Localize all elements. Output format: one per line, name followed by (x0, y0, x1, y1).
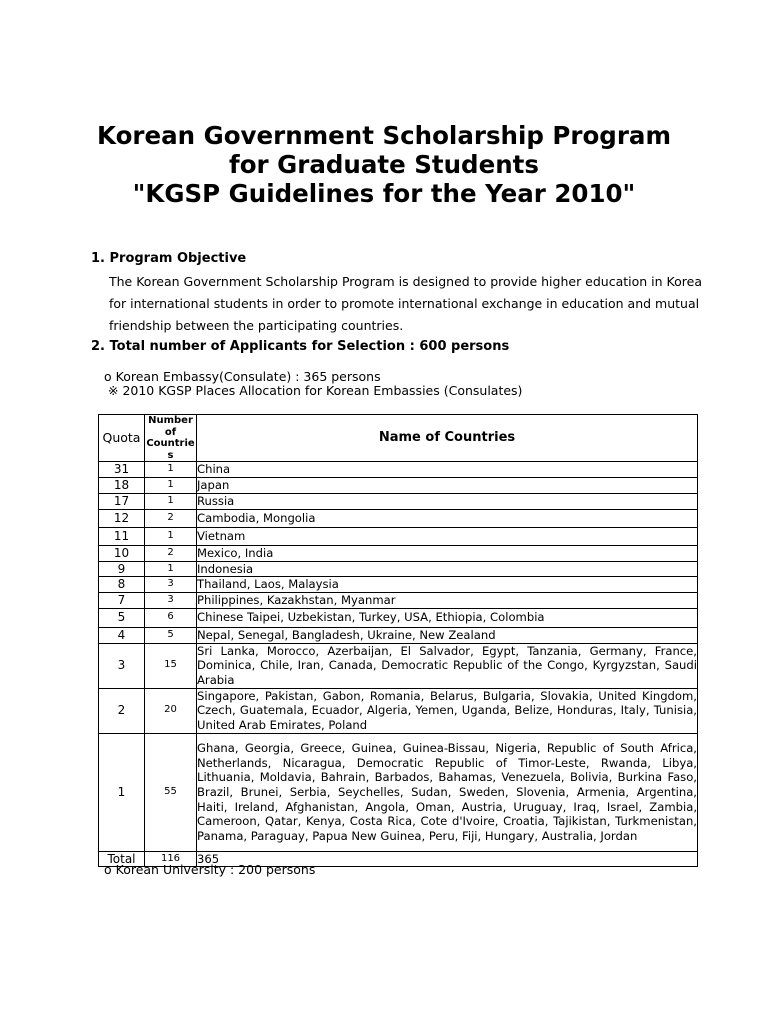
total-number-cell: 116 (145, 851, 197, 867)
countries-cell: Japan (197, 478, 698, 494)
countries-cell: Chinese Taipei, Uzbekistan, Turkey, USA, Ethiopia, Colombia (197, 608, 698, 627)
countries-cell: Russia (197, 493, 698, 509)
countries-cell: Indonesia (197, 561, 698, 577)
number-cell: 1 (145, 478, 197, 494)
table-row (99, 545, 698, 561)
table-row (99, 478, 698, 494)
number-cell: 3 (145, 593, 197, 609)
document-title (0, 121, 768, 208)
number-cell: 20 (145, 688, 197, 733)
number-cell: 1 (145, 462, 197, 478)
quota-cell: 1 (99, 733, 145, 851)
quota-cell: 8 (99, 577, 145, 593)
objective-line-1: The Korean Government Scholarship Program is designed to provide higher education in Korea (109, 274, 702, 289)
table-row (99, 643, 698, 688)
header-number-of-countries: Number of Countrie s (146, 415, 195, 461)
quota-cell: 4 (99, 627, 145, 643)
table-row (99, 462, 698, 478)
quota-cell: 9 (99, 561, 145, 577)
table-row (99, 733, 698, 851)
section-2-heading: 2. Total number of Applicants for Selection : 600 persons (91, 339, 510, 354)
number-cell: 1 (145, 561, 197, 577)
header-name-of-countries: Name of Countries (197, 415, 698, 462)
table-row (99, 527, 698, 545)
countries-cell: Vietnam (197, 527, 698, 545)
table-row (99, 627, 698, 643)
table-row (99, 608, 698, 627)
countries-cell: Mexico, India (197, 545, 698, 561)
countries-cell: Nepal, Senegal, Bangladesh, Ukraine, New Zealand (197, 627, 698, 643)
countries-cell: Ghana, Georgia, Greece, Guinea, Guinea-Bissau, Nigeria, Republic of South Africa, Netherlands, Nicaragua, Democratic Republic of Timor-Leste, Rwanda, Libya, Lithuania, Moldavia, Bahrain, Barbados, Bahamas, Venezuela, Bolivia, Burkina Faso, Brazil, Brunei, Serbia, Seychelles, Sudan, Sweden, Slovenia, Armenia, Argentina, Haiti, Ireland, Afghanistan, Angola, Oman, Austria, Uruguay, Iraq, Israel, Zambia, Cameroon, Qatar, Kenya, Costa Rica, Cote d'Ivoire, Croatia, Tajikistan, Turkmenistan, Panama, Paraguay, Papua New Guinea, Peru, Fiji, Hungary, Australia, Jordan (197, 733, 698, 851)
quota-cell: 5 (99, 608, 145, 627)
countries-cell: Cambodia, Mongolia (197, 509, 698, 527)
table-header-row (99, 415, 698, 462)
number-cell: 5 (145, 627, 197, 643)
quota-cell: 10 (99, 545, 145, 561)
title-line-2: for Graduate Students (229, 150, 539, 179)
number-cell: 2 (145, 545, 197, 561)
countries-cell: Singapore, Pakistan, Gabon, Romania, Belarus, Bulgaria, Slovakia, United Kingdom, Czech, Guatemala, Ecuador, Algeria, Yemen, Uganda, Belize, Honduras, Italy, Tunisia, United Arab Emirates, Poland (197, 688, 697, 733)
number-cell: 6 (145, 608, 197, 627)
table-row (99, 688, 698, 733)
allocation-table (98, 414, 698, 867)
number-cell: 2 (145, 509, 197, 527)
table-row (99, 593, 698, 609)
allocation-note: ※ 2010 KGSP Places Allocation for Korean Embassies (Consulates) (108, 383, 523, 398)
section-1-heading: 1. Program Objective (91, 251, 247, 266)
quota-cell: 12 (99, 509, 145, 527)
countries-cell: Sri Lanka, Morocco, Azerbaijan, El Salvador, Egypt, Tanzania, Germany, France, Dominica, Chile, Iran, Canada, Democratic Republic of the Congo, Kyrgyzstan, Saudi Arabia (197, 643, 697, 688)
objective-line-2: for international students in order to promote international exchange in education and mutual (109, 296, 700, 311)
quota-cell: 31 (99, 462, 145, 478)
quota-cell: 11 (99, 527, 145, 545)
number-cell: 15 (145, 643, 197, 688)
table-row (99, 577, 698, 593)
number-cell: 55 (145, 733, 197, 851)
total-quota-cell: 365 (197, 851, 698, 867)
quota-cell: 2 (99, 688, 145, 733)
objective-line-3: friendship between the participating countries. (109, 318, 404, 333)
table-row (99, 493, 698, 509)
quota-cell: 17 (99, 493, 145, 509)
total-label-cell: Total (99, 851, 145, 867)
title-line-1: Korean Government Scholarship Program (97, 121, 671, 150)
countries-cell: Philippines, Kazakhstan, Myanmar (197, 593, 698, 609)
quota-cell: 3 (99, 643, 145, 688)
title-line-3: "KGSP Guidelines for the Year 2010" (132, 179, 636, 208)
number-cell: 1 (145, 527, 197, 545)
countries-cell: Thailand, Laos, Malaysia (197, 577, 698, 593)
quota-cell: 7 (99, 593, 145, 609)
table-row (99, 509, 698, 527)
university-line: o Korean University : 200 persons (104, 862, 316, 877)
number-cell: 3 (145, 577, 197, 593)
table-row (99, 561, 698, 577)
countries-cell: China (197, 462, 698, 478)
quota-cell: 18 (99, 478, 145, 494)
embassy-line: o Korean Embassy(Consulate) : 365 persons (104, 369, 381, 384)
header-quota: Quota (99, 415, 145, 462)
number-cell: 1 (145, 493, 197, 509)
